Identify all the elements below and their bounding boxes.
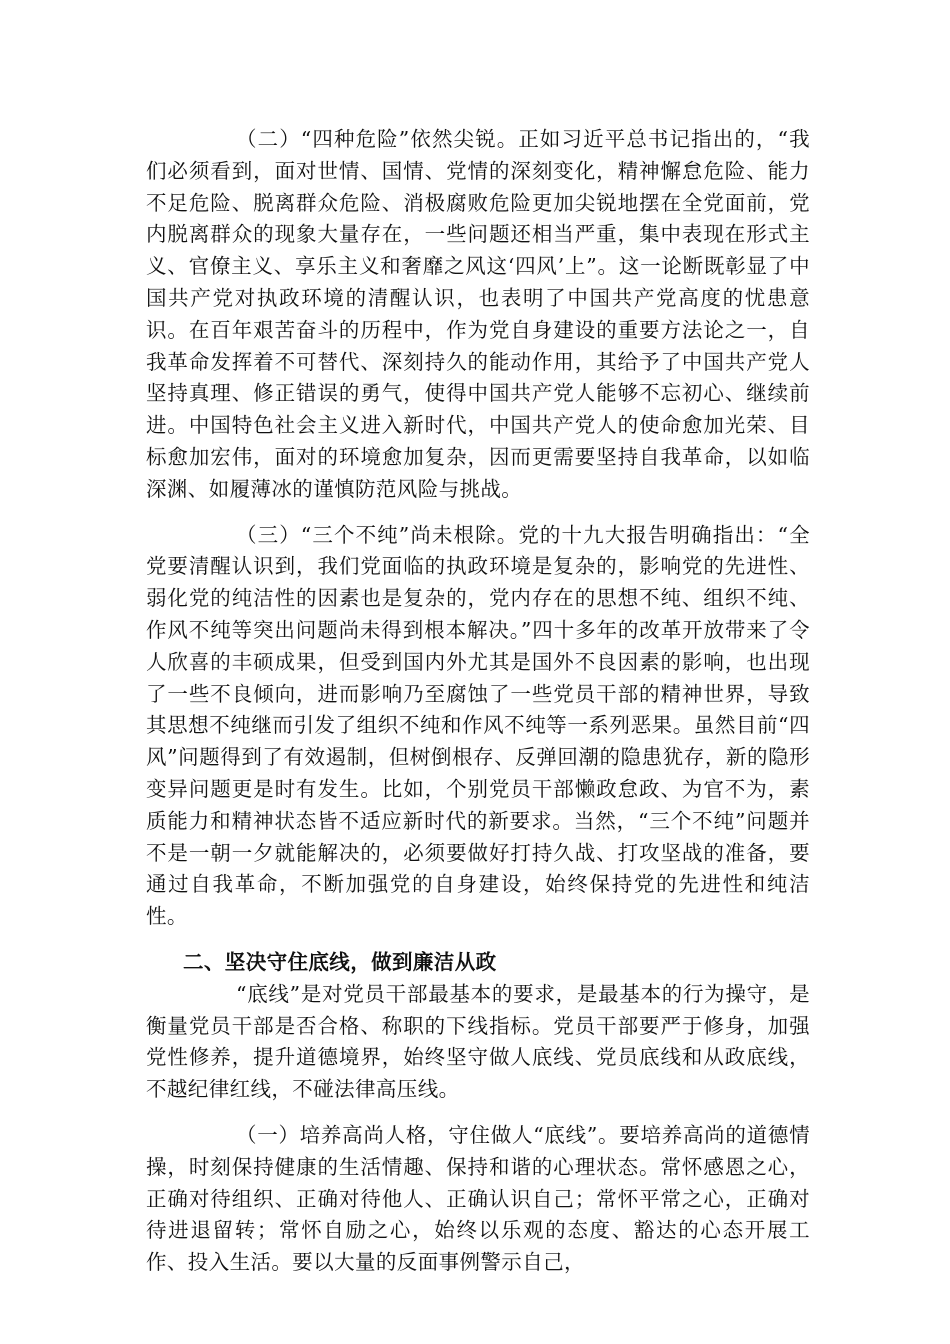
- paragraph-noble-character: （一）培养高尚人格，守住做人“底线”。要培养高尚的道德情操，时刻保持健康的生活情趣、保持和谐的心理状态。常怀感恩之心，正确对待组织、正确对待他人、正确认识自己；常怀平常之心，正确对待进退留转；常怀自励之心，始终以乐观的态度、豁达的心态开展工作、投入生活。要以大量的反面事例警示自己，: [146, 1122, 810, 1275]
- paragraph-three-impurities: （三）“三个不纯”尚未根除。党的十九大报告明确指出：“全党要清醒认识到，我们党面临的执政环境是复杂的，影响党的先进性、弱化党的纯洁性的因素也是复杂的，党内存在的思想不纯、组织不纯、作风不纯等突出问题尚未得到根本解决。”四十多年的改革开放带来了令人欣喜的丰硕成果，但受到国内外尤其是国外不良因素的影响，也出现了一些不良倾向，进而影响乃至腐蚀了一些党员干部的精神世界，导致其思想不纯继而引发了组织不纯和作风不纯等一系列恶果。虽然目前“四风”问题得到了有效遏制，但树倒根存、反弹回潮的隐患犹存，新的隐形变异问题更是时有发生。比如，个别党员干部懒政怠政、为官不为，素质能力和精神状态皆不适应新时代的新要求。当然，“三个不纯”问题并不是一朝一夕就能解决的，必须要做好打持久战、打攻坚战的准备，要通过自我革命，不断加强党的自身建设，始终保持党的先进性和纯洁性。: [146, 522, 810, 929]
- section-heading: 二、坚决守住底线，做到廉洁从政: [183, 949, 497, 974]
- paragraph-four-dangers: （二）“四种危险”依然尖锐。正如习近平总书记指出的，“我们必须看到，面对世情、国情、党情的深刻变化，精神懈怠危险、能力不足危险、脱离群众危险、消极腐败危险更加尖锐地摆在全党面前，党内脱离群众的现象大量存在，一些问题还相当严重，集中表现在形式主义、官僚主义、享乐主义和奢靡之风这‘四风’上”。这一论断既彰显了中国共产党对执政环境的清醒认识，也表明了中国共产党高度的忧患意识。在百年艰苦奋斗的历程中，作为党自身建设的重要方法论之一，自我革命发挥着不可替代、深刻持久的能动作用，其给予了中国共产党人坚持真理、修正错误的勇气，使得中国共产党人能够不忘初心、继续前进。中国特色社会主义进入新时代，中国共产党人的使命愈加光荣、目标愈加宏伟，面对的环境愈加复杂，因而更需要坚持自我革命，以如临深渊、如履薄冰的谨慎防范风险与挑战。: [146, 127, 810, 501]
- paragraph-bottom-line-intro: “底线”是对党员干部最基本的要求，是最基本的行为操守，是衡量党员干部是否合格、称职的下线指标。党员干部要严于修身，加强党性修养，提升道德境界，始终坚守做人底线、党员底线和从政底线，不越纪律红线，不碰法律高压线。: [146, 981, 810, 1102]
- document-body: [146, 124, 810, 1293]
